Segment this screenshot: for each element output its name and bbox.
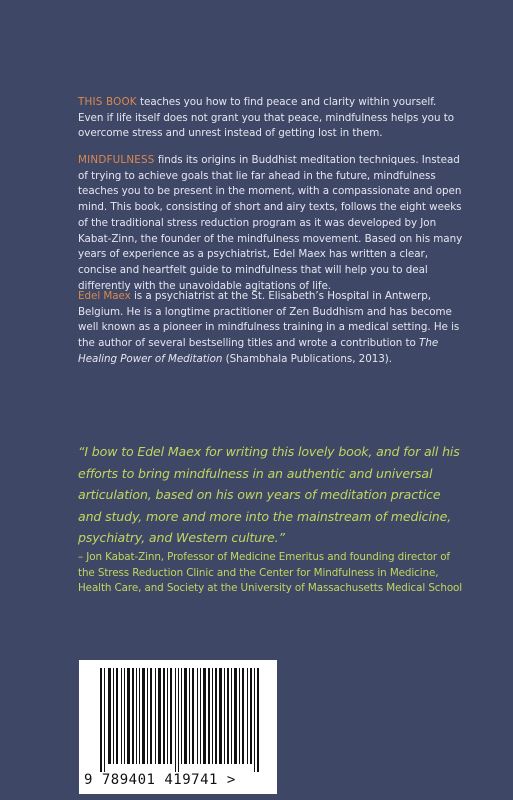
author-name: Edel Maex bbox=[78, 290, 131, 302]
this-book-lead: THIS BOOK bbox=[78, 96, 137, 108]
author-bio-text-2: (Shambhala Publications, 2013). bbox=[222, 352, 393, 365]
mindfulness-text: finds its origins in Buddhist meditation techniques. Instead of trying to achieve goals that lie far ahead in the future, mindfulness teaches you to be present in the moment, with a compassionate and open mind. This book, consisting of short and airy texts, follows the eight weeks of the traditional stress reduction program as it was developed by Jon Kabat-Zinn, the founder of the mindfulness movement. Based on his many years of experience as a psychiatrist, Edel Maex has written a clear, concise and heartfelt guide to mindfulness that will help you to deal differently with the unavoidable agitations of life. bbox=[78, 154, 463, 292]
intro-paragraph bbox=[78, 95, 463, 142]
this-book-text: teaches you how to find peace and clarity within yourself. Even if life itself does not grant you that peace, mindfulness helps you to overcome stress and unrest instead of getting lost in them. bbox=[78, 96, 454, 140]
endorsement-attribution: – Jon Kabat-Zinn, Professor of Medicine Emeritus and founding director of the Stress Reduction Clinic and the Center for Mindfulness in Medicine, Health Care, and Society at the University of Massachusetts Medical School bbox=[78, 551, 463, 594]
mindfulness-paragraph bbox=[78, 153, 463, 294]
isbn-number: 9 789401 419741 > bbox=[84, 772, 236, 788]
author-bio-text-1: is a psychiatrist at the St. Elisabeth’s Hospital in Antwerp, Belgium. He is a longtime practitioner of Zen Buddhism and has become well known as a pioneer in mindfulness training in a medical setting. He is the author of several bestselling titles and wrote a contribution to bbox=[78, 290, 460, 350]
author-bio bbox=[78, 289, 463, 368]
barcode-bars bbox=[100, 668, 260, 772]
endorsement-quote: “I bow to Edel Maex for writing this lovely book, and for all his efforts to bring mindfulness in an authentic and universal articulation, based on his own years of meditation practice and study, more and more into the mainstream of medicine, psychiatry, and Western culture.” bbox=[78, 444, 460, 545]
mindfulness-lead: MINDFULNESS bbox=[78, 154, 155, 166]
book-title: The Healing Power of Meditation bbox=[78, 337, 439, 365]
barcode bbox=[79, 660, 277, 794]
